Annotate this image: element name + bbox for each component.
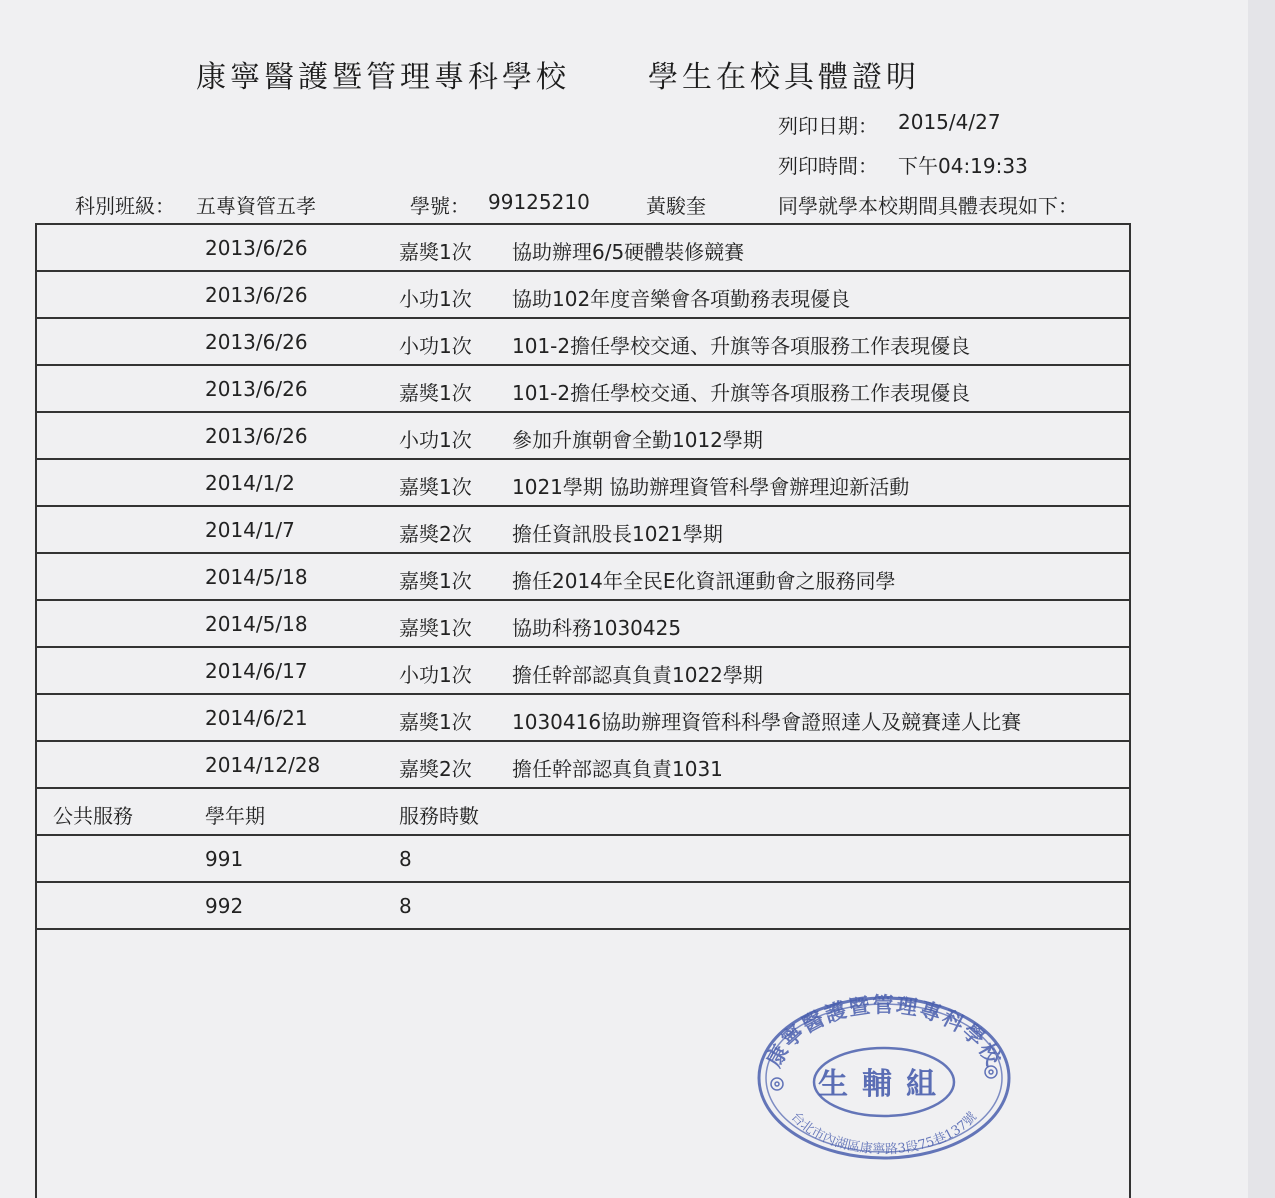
official-seal [755,992,1013,1162]
award-type: 小功1次 [399,663,472,687]
award-row [37,742,1129,789]
award-row [37,460,1129,507]
award-description: 擔任資訊股長1021學期 [512,522,723,546]
award-row [37,601,1129,648]
award-row [37,648,1129,695]
award-row [37,272,1129,319]
award-description: 101-2擔任學校交通、升旗等各項服務工作表現優良 [512,334,971,358]
service-hours: 8 [399,847,412,871]
award-type: 嘉獎2次 [399,757,472,781]
svg-text:康寧醫護暨管理專科學校 [761,992,1007,1071]
table-blank-area [37,930,1129,977]
award-type: 嘉獎1次 [399,240,472,264]
award-date: 2013/6/26 [205,283,308,307]
award-type: 小功1次 [399,428,472,452]
class-label: 科別班級： [75,194,175,218]
award-type: 嘉獎1次 [399,381,472,405]
award-date: 2014/12/28 [205,753,321,777]
award-description: 擔任2014年全民E化資訊運動會之服務同學 [512,569,896,593]
service-row [37,836,1129,883]
award-description: 擔任幹部認真負責1031 [512,757,723,781]
seal-flower-icon [771,1078,783,1090]
award-date: 2014/1/2 [205,471,295,495]
hours-header: 服務時數 [399,804,479,828]
print-time-label: 列印時間： [778,154,878,178]
award-row [37,366,1129,413]
award-row [37,554,1129,601]
print-date-label: 列印日期： [778,114,878,138]
award-description: 參加升旗朝會全勤1012學期 [512,428,763,452]
certificate-title: 學生在校具體證明 [648,60,920,95]
seal-office-text: 生輔組 [818,1067,950,1102]
award-date: 2014/6/17 [205,659,308,683]
intro-text: 同學就學本校期間具體表現如下： [778,194,1078,218]
award-type: 小功1次 [399,287,472,311]
seal-outer-text: 康寧醫護暨管理專科學校 [760,992,1008,1071]
award-date: 2014/5/18 [205,565,308,589]
student-id-label: 學號： [410,194,470,218]
award-row [37,507,1129,554]
print-date-value: 2015/4/27 [898,110,1001,134]
award-type: 嘉獎1次 [399,710,472,734]
service-hours: 8 [399,894,412,918]
award-description: 協助科務1030425 [512,616,682,640]
award-date: 2013/6/26 [205,377,308,401]
award-date: 2013/6/26 [205,236,308,260]
award-date: 2013/6/26 [205,330,308,354]
service-term: 992 [205,894,244,918]
print-time-value: 下午04:19:33 [898,154,1028,178]
award-date: 2014/1/7 [205,518,295,542]
student-name: 黃駿奎 [646,194,706,218]
seal-flower-icon [985,1066,997,1078]
award-description: 1021學期 協助辦理資管科學會辦理迎新活動 [512,475,910,499]
award-row [37,225,1129,272]
public-service-header-row [37,789,1129,836]
class-name: 五專資管五孝 [196,194,316,218]
award-date: 2013/6/26 [205,424,308,448]
service-row [37,883,1129,930]
public-service-label: 公共服務 [53,804,133,828]
award-date: 2014/6/21 [205,706,308,730]
award-row [37,413,1129,460]
award-row [37,695,1129,742]
award-description: 101-2擔任學校交通、升旗等各項服務工作表現優良 [512,381,971,405]
award-description: 擔任幹部認真負責1022學期 [512,663,763,687]
award-description: 協助102年度音樂會各項勤務表現優良 [512,287,851,311]
scan-edge [1248,0,1275,1198]
student-id-number: 99125210 [488,190,590,214]
award-row [37,319,1129,366]
award-type: 嘉獎1次 [399,616,472,640]
service-term: 991 [205,847,244,871]
award-type: 嘉獎1次 [399,569,472,593]
award-type: 嘉獎2次 [399,522,472,546]
term-header: 學年期 [205,804,265,828]
award-date: 2014/5/18 [205,612,308,636]
seal-address-text: 台北市內湖區康寧路3段75巷137號 [787,1109,981,1158]
award-type: 嘉獎1次 [399,475,472,499]
school-name: 康寧醫護暨管理專科學校 [196,60,570,95]
award-type: 小功1次 [399,334,472,358]
award-description: 1030416協助辦理資管科科學會證照達人及競賽達人比賽 [512,710,1022,734]
award-description: 協助辦理6/5硬體裝修競賽 [512,240,745,264]
